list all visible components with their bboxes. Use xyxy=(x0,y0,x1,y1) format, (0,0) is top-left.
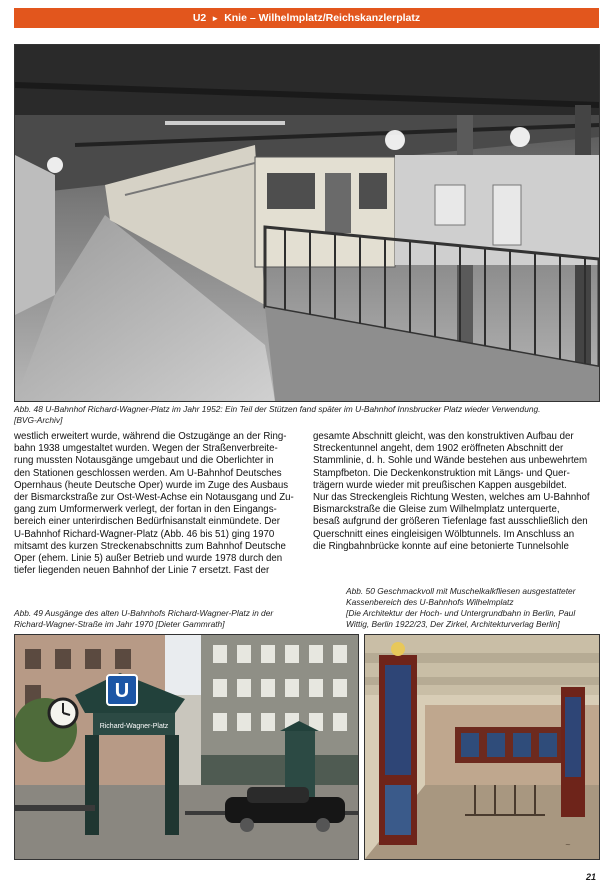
caption-line: Abb. 49 Ausgänge des alten U-Bahnhofs Richard-Wagner-Platz in der xyxy=(14,608,274,618)
body-line: gesamte Abschnitt gleicht, was den konstruktiven Aufbau der xyxy=(313,431,574,442)
figure-50-photo xyxy=(364,634,600,860)
body-line: U-Bahnhof Richard-Wagner-Platz (Abb. 46 bis 51) ging 1970 xyxy=(14,528,275,540)
caption-line: Abb. 50 Geschmackvoll mit Muschelkalkfliesen ausgestatteter xyxy=(346,586,576,596)
station-sign: Richard-Wagner-Platz xyxy=(99,723,169,730)
body-column-right xyxy=(313,431,590,553)
route-label: Knie – Wilhelmplatz/Reichskanzlerplatz xyxy=(224,12,421,24)
caption-line: Wittig, Berlin 1922/23, Der Zirkel, Architekturverlag Berlin] xyxy=(346,619,560,629)
svg-text:~: ~ xyxy=(565,841,571,849)
body-line: bahn 1938 umgestaltet wurden. Wegen der Straßenverbreite- xyxy=(14,443,278,455)
body-line: Bismarckstraße die Gleise zum Wilhelmplatz unterquerte, xyxy=(313,504,560,516)
station-platform-image xyxy=(15,45,599,401)
caption-line: Richard-Wagner-Straße im Jahr 1970 [Dieter Gammrath] xyxy=(14,619,225,629)
body-line: gang zum Umformerwerk verlegt, der fortan in den Eingangs- xyxy=(14,504,277,516)
figure-49-caption xyxy=(14,608,273,630)
body-line: Nur das Streckengleis Richtung Westen, welches am U-Bahnhof xyxy=(313,492,590,504)
figure-49-photo xyxy=(14,634,359,860)
street-exit-image xyxy=(15,635,358,859)
caption-line: [Die Architektur der Hoch- und Untergrundbahn in Berlin, Paul xyxy=(346,608,576,618)
body-line: mitsamt des kurzen Streckenabschnitts zum Bahnhof Deutsche xyxy=(14,540,286,552)
body-line: Querschnitt eines eingleisigen Wölbtunnels. Im Anschluss an xyxy=(313,528,575,540)
figure-50-caption xyxy=(346,586,576,630)
body-line: Stammlinie, d. h. Sohle und Wände bestehen aus unbewehrtem xyxy=(313,455,588,467)
body-column-left xyxy=(14,431,294,577)
body-line: trägern wurde wieder mit preußischen Kappen ausgebildet. xyxy=(313,479,567,491)
caption-line: Kassenbereich des U-Bahnhofs Wilhelmplatz xyxy=(346,597,514,607)
body-line: die Ringbahnbrücke konnte auf eine betonierte Tunnelsohle xyxy=(313,540,569,552)
body-line: den Stationen geschlossen werden. Am U-Bahnhof Deutsches xyxy=(14,467,282,479)
body-line: tiefer liegenden neuen Bahnhof der Linie 7 ersetzt. Fast der xyxy=(14,565,270,577)
u-bahn-logo: U xyxy=(114,680,130,702)
body-line: der Bismarckstraße zur Ost-West-Achse ein Notausgang und Zu- xyxy=(14,492,294,504)
page-number: 21 xyxy=(585,872,596,882)
line-label: U2 xyxy=(192,12,207,24)
body-line: Stampfbeton. Die Deckenkonstruktion mit Längs- und Quer- xyxy=(313,467,570,479)
ticket-hall-illustration xyxy=(365,635,599,859)
body-line: westlich erweitert wurde, während die Ostzugänge an der Ring- xyxy=(14,431,287,442)
body-line: Streckentunnel angeht, dem 1902 eröffneten Abschnitt der xyxy=(313,443,564,455)
figure-48-photo xyxy=(14,44,600,402)
caption-line: Abb. 48 U-Bahnhof Richard-Wagner-Platz im Jahr 1952: Ein Teil der Stützen fand später im U-Bahnhof Innsbrucker Platz wieder Verwendung. xyxy=(14,404,541,414)
running-header xyxy=(14,8,599,28)
body-line: besaß aufgrund der größeren Tiefenlage fast ausschließlich den xyxy=(313,516,588,528)
body-line: Opernhaus (heute Deutsche Oper) wurde im Zuge des Ausbaus xyxy=(14,479,289,491)
figure-48-caption xyxy=(14,404,541,426)
chevron-right-icon: ► xyxy=(211,13,220,23)
body-line: bereich einer unterirdischen Bedürfnisanstalt einmündete. Der xyxy=(14,516,281,528)
caption-line: [BVG-Archiv] xyxy=(14,415,63,425)
body-line: rung mussten Notausgänge umgebaut und die Oberlichter in xyxy=(14,455,274,467)
body-line: Oper (ehem. Linie 5) außer Betrieb und wurde 1978 durch den xyxy=(14,553,283,565)
